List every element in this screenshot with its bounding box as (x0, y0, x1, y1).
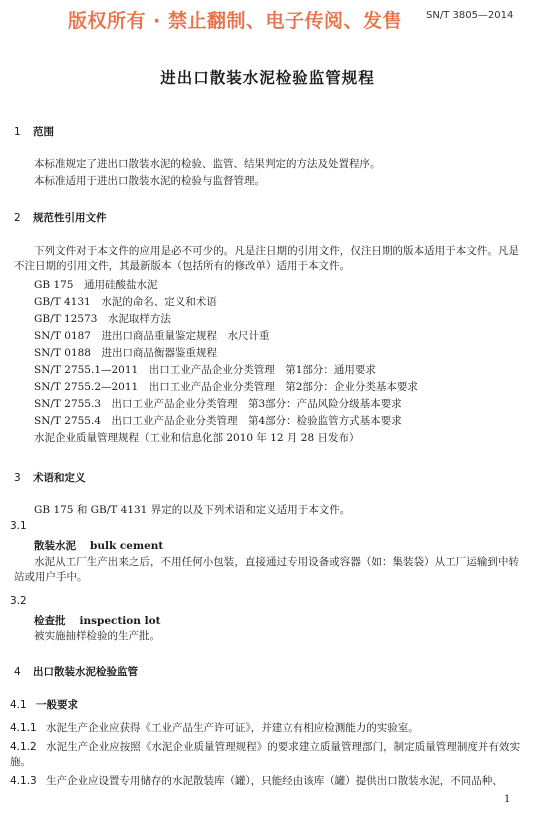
paragraph: GB 175 和 GB/T 4131 界定的以及下列术语和定义适用于本文件。 (34, 504, 351, 516)
clause (10, 740, 520, 770)
reference-item: 水泥企业质量管理规程（工业和信息化部 2010 年 12 月 28 日发布） (34, 432, 360, 444)
section-number: 3 (14, 472, 21, 484)
clause-number: 4.1.3 (10, 775, 37, 787)
reference-item: SN/T 2755.3 出口工业产品企业分类管理 第3部分：产品风险分级基本要求 (34, 398, 402, 410)
page-number: 1 (504, 794, 511, 805)
section-title: 范围 (33, 126, 54, 138)
section-1-heading (14, 124, 54, 139)
section-3-heading (14, 470, 86, 485)
section-number: 4 (14, 666, 21, 678)
section-title: 出口散装水泥检验监管 (33, 666, 138, 678)
clause-number: 4.1.1 (10, 722, 37, 734)
section-number: 2 (14, 212, 21, 224)
reference-item: SN/T 2755.4 出口工业产品企业分类管理 第4部分：检验监管方式基本要求 (34, 415, 402, 427)
section-4-heading (14, 664, 138, 679)
term-english: inspection lot (79, 615, 161, 627)
clause-text: 水泥生产企业应获得《工业产品生产许可证》，并建立有相应检测能力的实验室。 (46, 722, 419, 734)
clause-number: 4.1.2 (10, 741, 37, 753)
clause-text: 水泥生产企业应按照《水泥企业质量管理规程》的要求建立质量管理部门，制定质量管理制度并有效实施。 (10, 741, 520, 768)
term-entry (34, 613, 160, 628)
term-english: bulk cement (90, 540, 164, 552)
subsection-4-1-heading (10, 697, 78, 712)
standard-code: SN/T 3805—2014 (426, 10, 514, 21)
section-title: 规范性引用文件 (33, 212, 107, 224)
paragraph: 下列文件对于本文件的应用是必不可少的。凡是注日期的引用文件，仅注日期的版本适用于本文件。凡是不注日期的引用文件，其最新版本（包括所有的修改单）适用于本文件。 (14, 245, 519, 272)
term-definition: 水泥从工厂生产出来之后，不用任何小包装，直接通过专用设备或容器（如：集装袋）从工厂运输到中转站或用户手中。 (14, 556, 519, 583)
reference-item: SN/T 2755.1—2011 出口工业产品企业分类管理 第1部分：通用要求 (34, 364, 376, 376)
paragraph: 本标准规定了进出口散装水泥的检验、监管、结果判定的方法及处置程序。 (34, 158, 381, 170)
clause (10, 774, 520, 789)
copyright-watermark: 版权所有 · 禁止翻制、电子传阅、发售 (68, 10, 402, 32)
term-entry (34, 538, 163, 553)
subsection-number: 4.1 (10, 699, 27, 711)
section-title: 术语和定义 (33, 472, 86, 484)
reference-item: GB/T 4131 水泥的命名、定义和术语 (34, 296, 217, 308)
term-definition: 被实施抽样检验的生产批。 (34, 630, 160, 642)
term-number: 3.1 (10, 520, 27, 532)
reference-item: SN/T 0188 进出口商品衡器鉴重规程 (34, 347, 217, 359)
clause-text: 生产企业应设置专用储存的水泥散装库（罐），只能经由该库（罐）提供出口散装水泥，不同品种、 (46, 775, 503, 787)
reference-item: SN/T 0187 进出口商品重量鉴定规程 水尺计重 (34, 330, 270, 342)
document-title: 进出口散装水泥检验监管规程 (160, 69, 375, 87)
reference-item: GB 175 通用硅酸盐水泥 (34, 279, 158, 291)
subsection-title: 一般要求 (36, 699, 78, 711)
paragraph: 本标准适用于进出口散装水泥的检验与监督管理。 (34, 175, 265, 187)
term-chinese: 检查批 (34, 615, 66, 627)
section-2-heading (14, 210, 107, 225)
term-chinese: 散装水泥 (34, 540, 76, 552)
clause (10, 721, 520, 736)
reference-item: SN/T 2755.2—2011 出口工业产品企业分类管理 第2部分：企业分类基本要求 (34, 381, 418, 393)
section-number: 1 (14, 126, 21, 138)
reference-item: GB/T 12573 水泥取样方法 (34, 313, 171, 325)
term-number: 3.2 (10, 595, 27, 607)
